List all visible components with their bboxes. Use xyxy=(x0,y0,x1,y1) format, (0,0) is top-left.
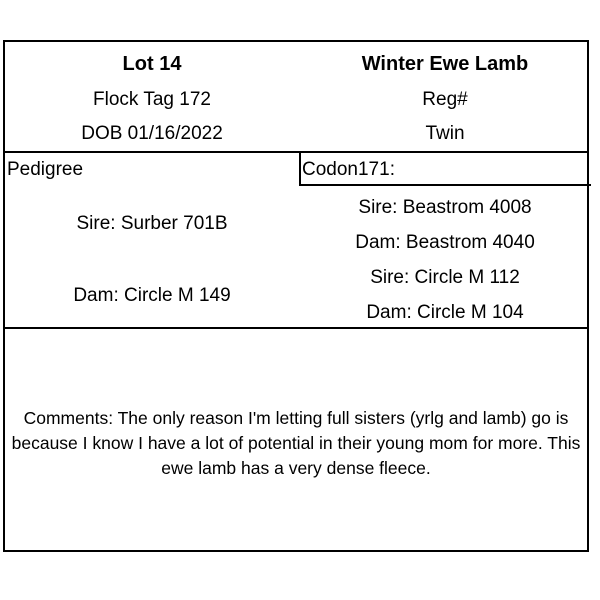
birth-type: Twin xyxy=(425,123,465,144)
dam-dam: Dam: Circle M 104 xyxy=(366,302,524,323)
pedigree-label: Pedigree xyxy=(7,159,84,180)
comments-text: Comments: The only reason I'm letting full sisters (yrlg and lamb) go is because I know I have a lot of potential in their young mom for more. This ewe lamb has a very dense fleece. xyxy=(11,408,581,478)
pedigree-dam: Dam: Circle M 149 xyxy=(73,285,231,306)
flock-tag: Flock Tag 172 xyxy=(93,89,211,110)
lot-sheet xyxy=(3,40,589,552)
registration-number: Reg# xyxy=(422,89,468,110)
codon-label: Codon171: xyxy=(302,159,395,180)
pedigree-divider xyxy=(5,327,587,329)
pedigree-sire: Sire: Surber 701B xyxy=(76,213,228,234)
lot-number: Lot 14 xyxy=(122,53,182,75)
lamb-class: Winter Ewe Lamb xyxy=(361,53,529,75)
dam-sire: Sire: Circle M 112 xyxy=(370,267,520,288)
sire-sire: Sire: Beastrom 4008 xyxy=(358,197,532,218)
sire-dam: Dam: Beastrom 4040 xyxy=(355,232,535,253)
date-of-birth: DOB 01/16/2022 xyxy=(81,123,223,144)
